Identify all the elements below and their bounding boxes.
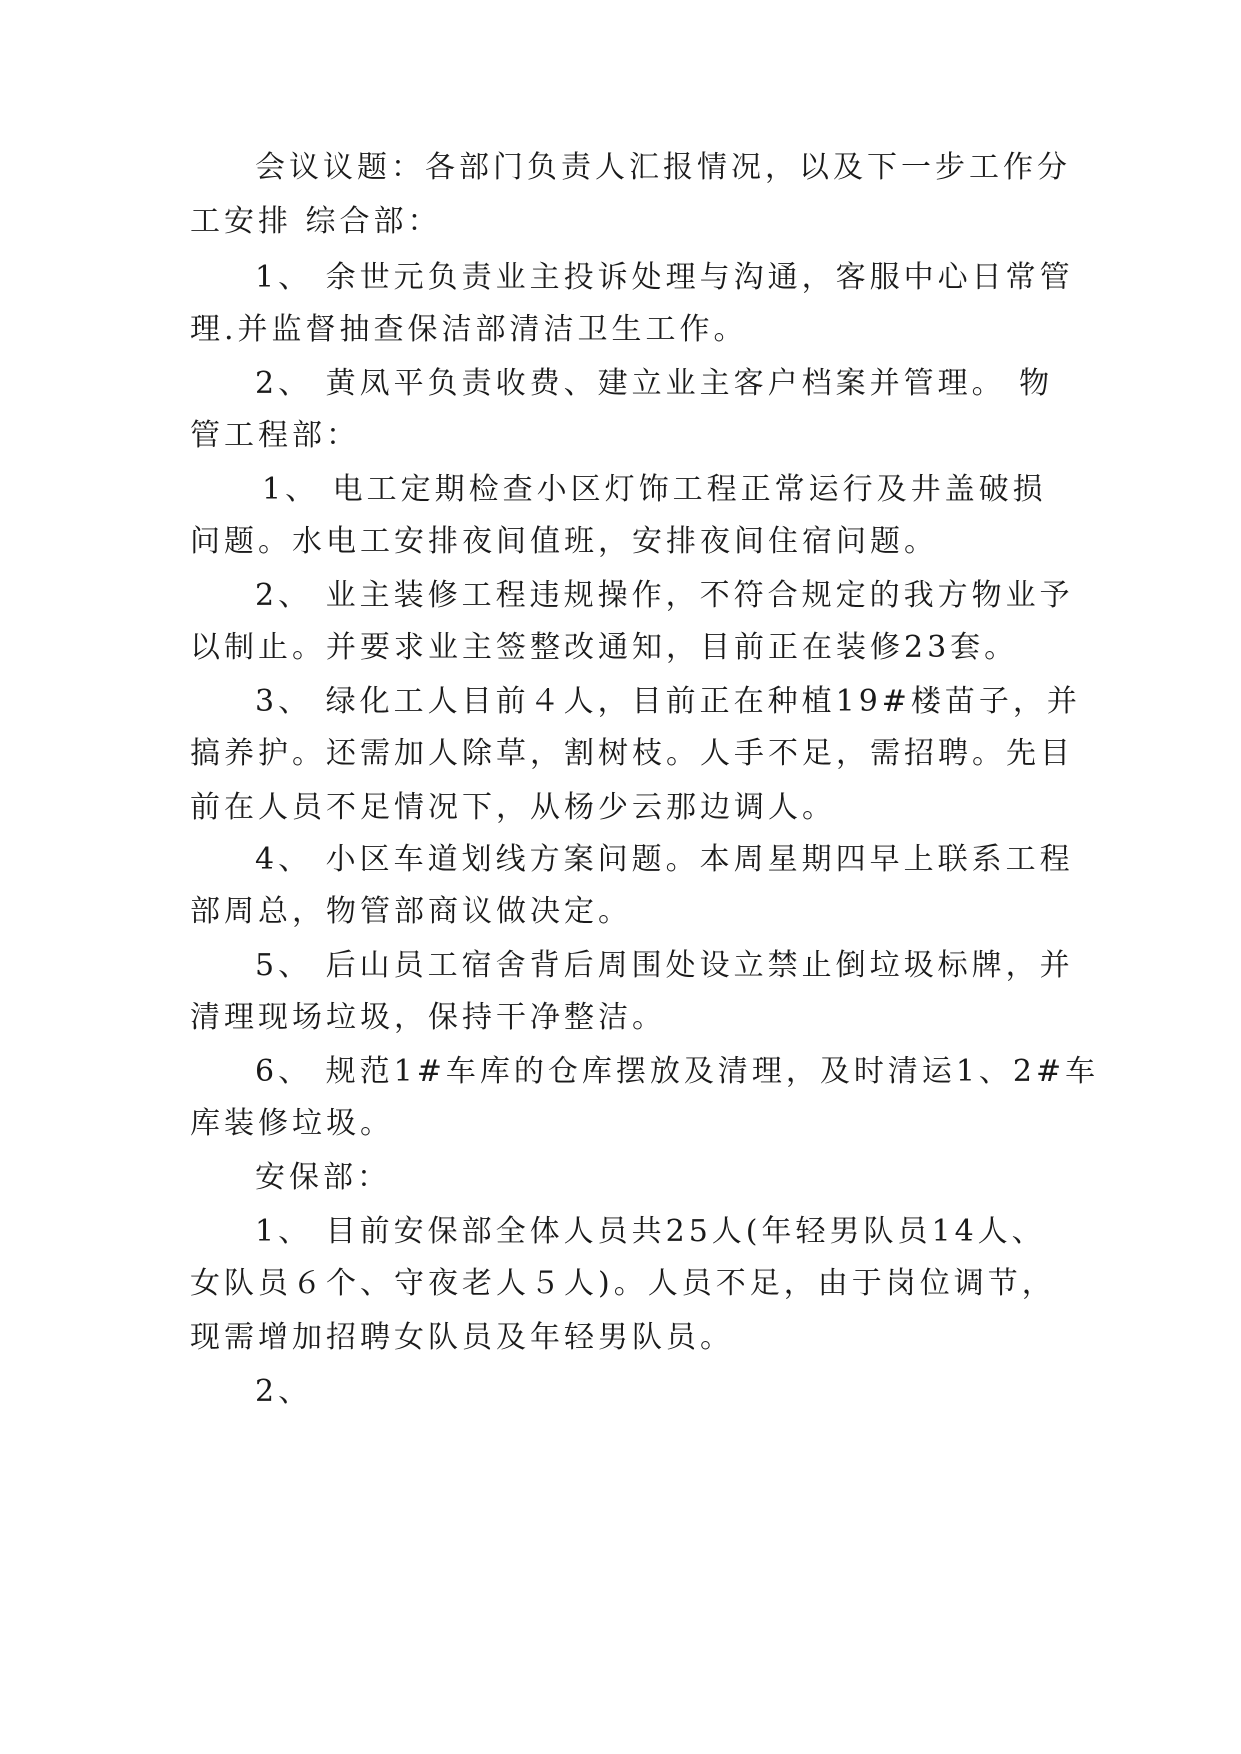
paragraph-line: 1、 目前安保部全体人员共25人(年轻男队员14人、 — [255, 1214, 1046, 1249]
paragraph-line: 2、 业主装修工程违规操作，不符合规定的我方物业予 — [255, 578, 1074, 613]
paragraph-line: 库装修垃圾。 — [190, 1106, 394, 1141]
paragraph-line: 4、 小区车道划线方案问题。本周星期四早上联系工程 — [255, 842, 1074, 877]
paragraph-line: 1、 余世元负责业主投诉处理与沟通，客服中心日常管 — [255, 260, 1074, 295]
paragraph-line: 部周总，物管部商议做决定。 — [190, 894, 632, 929]
paragraph-line: 搞养护。还需加人除草，割树枝。人手不足，需招聘。先目 — [190, 736, 1074, 771]
paragraph-line: 2、 黄凤平负责收费、建立业主客户档案并管理。 物 — [255, 366, 1054, 401]
paragraph-line: 前在人员不足情况下，从杨少云那边调人。 — [190, 790, 836, 825]
agenda-line: 会议议题：各部门负责人汇报情况，以及下一步工作分 — [255, 150, 1071, 185]
section-heading-security: 安保部： — [255, 1160, 391, 1195]
paragraph-line: 理.并监督抽查保洁部清洁卫生工作。 — [190, 312, 748, 347]
paragraph-line: 现需增加招聘女队员及年轻男队员。 — [190, 1320, 734, 1355]
paragraph-line: 以制止。并要求业主签整改通知，目前正在装修23套。 — [190, 630, 1019, 665]
paragraph-line: 5、 后山员工宿舍背后周围处设立禁止倒垃圾标牌，并 — [255, 948, 1074, 983]
paragraph-line: 3、 绿化工人目前４人，目前正在种植19#楼苗子，并 — [255, 684, 1081, 719]
paragraph-line: 1、 电工定期检查小区灯饰工程正常运行及井盖破损 — [262, 472, 1047, 507]
section-heading-engineering: 管工程部： — [190, 418, 360, 453]
paragraph-line: 清理现场垃圾，保持干净整洁。 — [190, 1000, 666, 1035]
paragraph-line: 2、 — [255, 1374, 313, 1409]
paragraph-line: 6、 规范1#车库的仓库摆放及清理，及时清运1、2#车 — [255, 1054, 1100, 1089]
paragraph-line: 问题。水电工安排夜间值班，安排夜间住宿问题。 — [190, 524, 938, 559]
paragraph-line: 女队员６个、守夜老人５人)。人员不足，由于岗位调节， — [190, 1266, 1056, 1301]
section-heading-general: 工安排 综合部： — [190, 204, 442, 239]
